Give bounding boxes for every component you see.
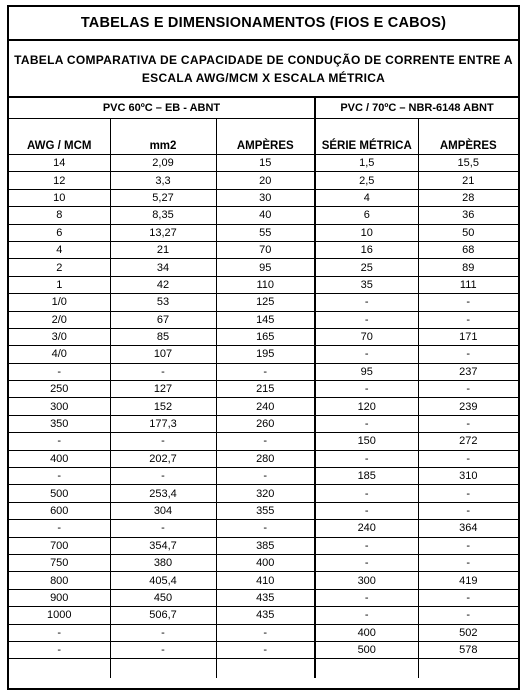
serie-metrica-cell: - [315,311,418,328]
table-row [9,346,518,363]
amperes-left-cell: 195 [216,346,315,363]
table-row [9,485,518,502]
amperes-left-cell: 95 [216,259,315,276]
awg-cell: 4/0 [9,346,110,363]
amperes-right-cell: 68 [418,241,518,258]
mm2-cell: 177,3 [110,415,216,432]
mm2-cell: 152 [110,398,216,415]
table-body [9,155,518,679]
serie-metrica-cell: - [315,502,418,519]
awg-cell: 6 [9,224,110,241]
empty-row [9,659,518,679]
table-row [9,207,518,224]
table-row [9,241,518,258]
awg-cell: 350 [9,415,110,432]
awg-cell: 250 [9,381,110,398]
amperes-left-cell: 15 [216,155,315,172]
amperes-right-cell: 364 [418,520,518,537]
serie-metrica-cell: - [315,589,418,606]
amperes-right-cell: 111 [418,276,518,293]
serie-metrica-cell: 240 [315,520,418,537]
table-row [9,189,518,206]
table-row [9,589,518,606]
amperes-left-cell: 40 [216,207,315,224]
serie-metrica-cell: 400 [315,624,418,641]
amperes-right-cell: - [418,415,518,432]
group-header-right: PVC / 70ºC – NBR-6148 ABNT [315,98,518,119]
amperes-left-cell: 435 [216,589,315,606]
amperes-left-cell: - [216,641,315,658]
amperes-right-cell: - [418,554,518,571]
amperes-left-cell: 385 [216,537,315,554]
mm2-cell: - [110,433,216,450]
amperes-left-cell: 400 [216,554,315,571]
amperes-left-cell: 165 [216,328,315,345]
amperes-right-cell: 272 [418,433,518,450]
awg-cell: - [9,468,110,485]
amperes-left-cell: - [216,433,315,450]
page-title: TABELAS E DIMENSIONAMENTOS (FIOS E CABOS) [9,7,518,41]
mm2-cell: 53 [110,294,216,311]
awg-cell: 8 [9,207,110,224]
amperes-right-cell: 310 [418,468,518,485]
awg-cell: 300 [9,398,110,415]
awg-cell: 2/0 [9,311,110,328]
amperes-right-cell: - [418,589,518,606]
table-row [9,224,518,241]
document-frame [7,5,520,690]
awg-cell: 4 [9,241,110,258]
table-row [9,381,518,398]
table-row [9,450,518,467]
table-row [9,641,518,658]
awg-cell: - [9,641,110,658]
awg-cell: - [9,624,110,641]
amperes-right-cell: 50 [418,224,518,241]
amperes-right-cell: 419 [418,572,518,589]
serie-metrica-cell: - [315,450,418,467]
column-header-mm2: mm2 [110,119,216,155]
awg-cell: - [9,433,110,450]
serie-metrica-cell: - [315,537,418,554]
column-header-amperes-left: AMPÈRES [216,119,315,155]
amperes-left-cell: 280 [216,450,315,467]
mm2-cell: 67 [110,311,216,328]
amperes-right-cell: - [418,537,518,554]
table-row [9,415,518,432]
table-row [9,398,518,415]
amperes-right-cell: - [418,381,518,398]
mm2-cell: - [110,624,216,641]
subtitle-line-2: ESCALA AWG/MCM X ESCALA MÉTRICA [141,70,386,85]
mm2-cell: 85 [110,328,216,345]
table-row [9,502,518,519]
serie-metrica-cell: 2,5 [315,172,418,189]
amperes-left-cell: 410 [216,572,315,589]
amperes-right-cell: 21 [418,172,518,189]
serie-metrica-cell: 95 [315,363,418,380]
mm2-cell: 2,09 [110,155,216,172]
awg-cell: 3/0 [9,328,110,345]
amperes-left-cell: 215 [216,381,315,398]
serie-metrica-cell: 70 [315,328,418,345]
serie-metrica-cell: 500 [315,641,418,658]
amperes-left-cell: 55 [216,224,315,241]
table-row [9,363,518,380]
serie-metrica-cell: 185 [315,468,418,485]
serie-metrica-cell: 1,5 [315,155,418,172]
mm2-cell: - [110,641,216,658]
amperes-left-cell: 320 [216,485,315,502]
amperes-left-cell: - [216,363,315,380]
awg-cell: 1/0 [9,294,110,311]
serie-metrica-cell: 16 [315,241,418,258]
amperes-right-cell: 502 [418,624,518,641]
serie-metrica-cell: - [315,607,418,624]
table-row [9,172,518,189]
column-header-amperes-right: AMPÈRES [418,119,518,155]
mm2-cell: 380 [110,554,216,571]
column-header-awg: AWG / MCM [9,119,110,155]
amperes-right-cell: - [418,502,518,519]
mm2-cell: 253,4 [110,485,216,502]
awg-cell: 14 [9,155,110,172]
amperes-right-cell: 578 [418,641,518,658]
serie-metrica-cell: - [315,294,418,311]
amperes-right-cell: - [418,607,518,624]
awg-cell: 400 [9,450,110,467]
awg-cell: - [9,363,110,380]
mm2-cell: 107 [110,346,216,363]
mm2-cell: 13,27 [110,224,216,241]
table-row [9,294,518,311]
serie-metrica-cell: 25 [315,259,418,276]
serie-metrica-cell: - [315,415,418,432]
amperes-left-cell: 110 [216,276,315,293]
amperes-left-cell: - [216,520,315,537]
empty-cell [418,659,518,679]
amperes-left-cell: 70 [216,241,315,258]
empty-cell [315,659,418,679]
mm2-cell: 127 [110,381,216,398]
mm2-cell: 3,3 [110,172,216,189]
mm2-cell: 42 [110,276,216,293]
amperes-left-cell: 20 [216,172,315,189]
table-row [9,554,518,571]
serie-metrica-cell: - [315,485,418,502]
amperes-right-cell: - [418,485,518,502]
awg-cell: 500 [9,485,110,502]
serie-metrica-cell: - [315,346,418,363]
awg-cell: 700 [9,537,110,554]
empty-cell [9,659,110,679]
amperes-right-cell: - [418,311,518,328]
mm2-cell: 354,7 [110,537,216,554]
mm2-cell: 405,4 [110,572,216,589]
serie-metrica-cell: - [315,381,418,398]
serie-metrica-cell: - [315,554,418,571]
table-row [9,624,518,641]
serie-metrica-cell: 120 [315,398,418,415]
mm2-cell: - [110,468,216,485]
amperes-right-cell: - [418,294,518,311]
mm2-cell: 304 [110,502,216,519]
awg-cell: 1 [9,276,110,293]
amperes-right-cell: 239 [418,398,518,415]
amperes-right-cell: 171 [418,328,518,345]
amperes-left-cell: 145 [216,311,315,328]
amperes-right-cell: 89 [418,259,518,276]
table-row [9,607,518,624]
awg-cell: 600 [9,502,110,519]
mm2-cell: 8,35 [110,207,216,224]
serie-metrica-cell: 300 [315,572,418,589]
table-row [9,572,518,589]
mm2-cell: - [110,363,216,380]
amperes-left-cell: 125 [216,294,315,311]
awg-cell: 2 [9,259,110,276]
awg-cell: 800 [9,572,110,589]
amperes-left-cell: 260 [216,415,315,432]
column-header-serie-metrica: SÉRIE MÉTRICA [315,119,418,155]
amperes-right-cell: - [418,346,518,363]
comparison-table [9,97,518,678]
awg-cell: 750 [9,554,110,571]
amperes-left-cell: 240 [216,398,315,415]
table-row [9,259,518,276]
amperes-right-cell: 237 [418,363,518,380]
table-row [9,311,518,328]
amperes-right-cell: 28 [418,189,518,206]
awg-cell: 900 [9,589,110,606]
group-header-row [9,98,518,119]
awg-cell: 1000 [9,607,110,624]
awg-cell: - [9,520,110,537]
amperes-left-cell: 435 [216,607,315,624]
table-row [9,155,518,172]
table-row [9,276,518,293]
table-row [9,468,518,485]
table-subtitle [9,41,518,97]
awg-cell: 10 [9,189,110,206]
amperes-right-cell: 36 [418,207,518,224]
mm2-cell: - [110,520,216,537]
amperes-left-cell: 30 [216,189,315,206]
mm2-cell: 450 [110,589,216,606]
amperes-left-cell: 355 [216,502,315,519]
serie-metrica-cell: 6 [315,207,418,224]
table-row [9,433,518,450]
group-header-left: PVC 60ºC – EB - ABNT [9,98,315,119]
mm2-cell: 202,7 [110,450,216,467]
serie-metrica-cell: 150 [315,433,418,450]
serie-metrica-cell: 35 [315,276,418,293]
table-row [9,520,518,537]
table-row [9,537,518,554]
serie-metrica-cell: 4 [315,189,418,206]
mm2-cell: 506,7 [110,607,216,624]
amperes-left-cell: - [216,624,315,641]
column-header-row [9,119,518,155]
empty-cell [216,659,315,679]
amperes-right-cell: - [418,450,518,467]
awg-cell: 12 [9,172,110,189]
mm2-cell: 21 [110,241,216,258]
empty-cell [110,659,216,679]
serie-metrica-cell: 10 [315,224,418,241]
amperes-left-cell: - [216,468,315,485]
subtitle-line-1: TABELA COMPARATIVA DE CAPACIDADE DE CONDUÇÃO DE CORRENTE ENTRE A [14,52,513,67]
table-row [9,328,518,345]
mm2-cell: 34 [110,259,216,276]
mm2-cell: 5,27 [110,189,216,206]
amperes-right-cell: 15,5 [418,155,518,172]
